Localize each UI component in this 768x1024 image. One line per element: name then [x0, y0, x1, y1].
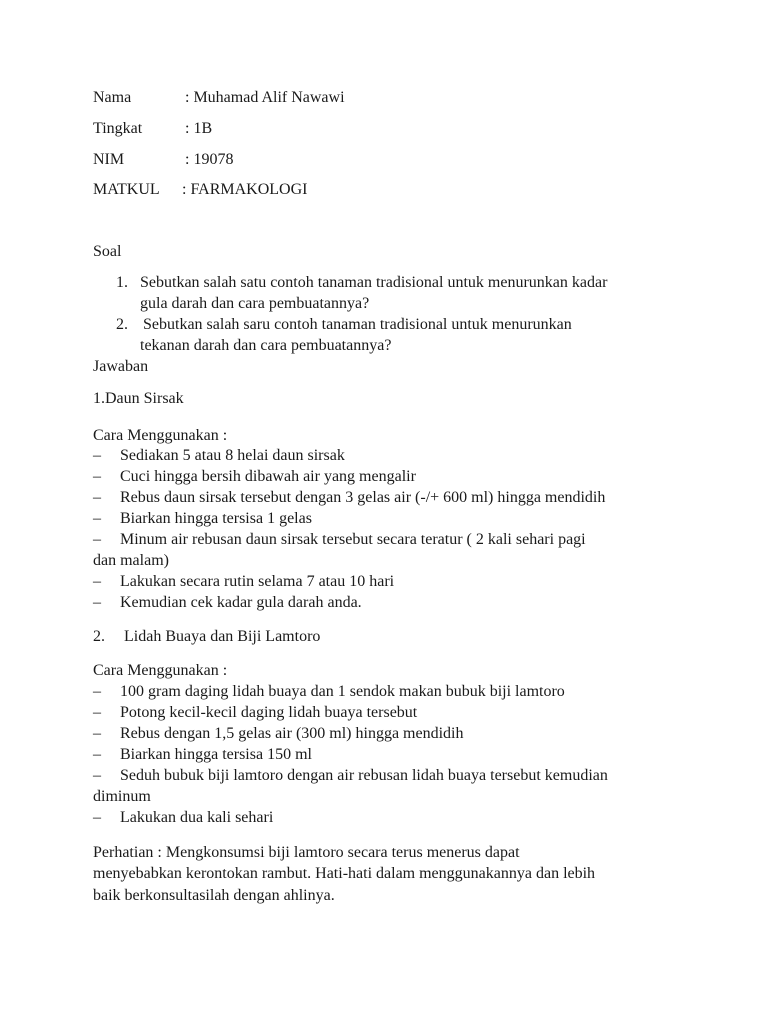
matkul-value: : FARMAKOLOGI	[182, 181, 308, 198]
dash-bullet: –	[93, 447, 101, 464]
matkul-label: MATKUL	[93, 181, 160, 198]
dash-bullet: –	[93, 704, 101, 721]
answer-1-cara-heading: Cara Menggunakan :	[93, 427, 228, 444]
answer-2-step-1	[93, 682, 565, 702]
question-1-line-2: gula darah dan cara pembuatannya?	[140, 295, 370, 312]
dash-bullet: –	[93, 725, 101, 742]
question-2-line-1: Sebutkan salah saru contoh tanaman tradisional untuk menurunkan	[143, 316, 572, 333]
perhatian-line-1: Perhatian : Mengkonsumsi biji lamtoro secara terus menerus dapat	[93, 844, 520, 861]
dash-bullet: –	[93, 531, 101, 548]
answer-1-title: 1.Daun Sirsak	[93, 390, 184, 407]
nama-label: Nama	[93, 89, 132, 106]
answer-2-title-row	[93, 627, 320, 647]
dash-bullet: –	[93, 683, 101, 700]
answer-2-cara-heading: Cara Menggunakan :	[93, 662, 228, 679]
question-1-line-1: Sebutkan salah satu contoh tanaman tradisional untuk menurunkan kadar	[140, 274, 608, 291]
answer-1-step-3	[93, 488, 605, 508]
soal-title: Soal	[93, 243, 122, 260]
step-text: Biarkan hingga tersisa 1 gelas	[120, 510, 312, 527]
step-text: Potong kecil-kecil daging lidah buaya tersebut	[120, 704, 418, 721]
tingkat-value: : 1B	[185, 120, 213, 137]
dash-bullet: –	[93, 510, 101, 527]
dash-bullet: –	[93, 809, 101, 826]
step-text: Rebus daun sirsak tersebut dengan 3 gelas air (-/+ 600 ml) hingga mendidih	[120, 489, 606, 506]
step-text: Sediakan 5 atau 8 helai daun sirsak	[120, 447, 345, 464]
question-2-number: 2.	[116, 316, 128, 333]
step-text: Lakukan secara rutin selama 7 atau 10 hari	[120, 573, 395, 590]
nim-label: NIM	[93, 151, 125, 168]
answer-2-title: Lidah Buaya dan Biji Lamtoro	[124, 628, 321, 645]
perhatian-line-2: menyebabkan kerontokan rambut. Hati-hati dalam menggunakannya dan lebih	[93, 865, 596, 882]
answer-1-step-2	[93, 467, 416, 487]
answer-1-step-6	[93, 572, 394, 592]
answer-2-step-6	[93, 808, 273, 828]
answer-2-step-3	[93, 724, 463, 744]
answer-1-step-7	[93, 593, 362, 613]
dash-bullet: –	[93, 767, 101, 784]
answer-1-step-5	[93, 530, 586, 550]
step-text: Seduh bubuk biji lamtoro dengan air rebusan lidah buaya tersebut kemudian	[120, 767, 608, 784]
step-text: Lakukan dua kali sehari	[120, 809, 274, 826]
answer-2-step-5	[93, 766, 608, 786]
tingkat-label: Tingkat	[93, 120, 143, 137]
step-text: Rebus dengan 1,5 gelas air (300 ml) hingga mendidih	[120, 725, 464, 742]
dash-bullet: –	[93, 468, 101, 485]
dash-bullet: –	[93, 573, 101, 590]
jawaban-title: Jawaban	[93, 358, 149, 375]
answer-1-step-4	[93, 509, 312, 529]
step-text: Cuci hingga bersih dibawah air yang mengalir	[120, 468, 416, 485]
answer-2-step-2	[93, 703, 417, 723]
answer-1-step-1	[93, 446, 345, 466]
perhatian-line-3: baik berkonsultasilah dengan ahlinya.	[93, 887, 335, 904]
dash-bullet: –	[93, 594, 101, 611]
step-text: 100 gram daging lidah buaya dan 1 sendok makan bubuk biji lamtoro	[120, 683, 565, 700]
step-text: Kemudian cek kadar gula darah anda.	[120, 594, 362, 611]
answer-2-number: 2.	[93, 628, 105, 645]
question-2-line-2: tekanan darah dan cara pembuatannya?	[140, 337, 392, 354]
answer-2-step-5-cont: diminum	[93, 788, 151, 805]
nama-value: : Muhamad Alif Nawawi	[185, 89, 345, 106]
answer-2-step-4	[93, 745, 312, 765]
dash-bullet: –	[93, 746, 101, 763]
step-text: Biarkan hingga tersisa 150 ml	[120, 746, 312, 763]
step-text: Minum air rebusan daun sirsak tersebut secara teratur ( 2 kali sehari pagi	[120, 531, 586, 548]
nim-value: : 19078	[185, 151, 234, 168]
answer-1-step-5-cont: dan malam)	[93, 552, 169, 569]
dash-bullet: –	[93, 489, 101, 506]
question-1-number: 1.	[116, 274, 128, 291]
